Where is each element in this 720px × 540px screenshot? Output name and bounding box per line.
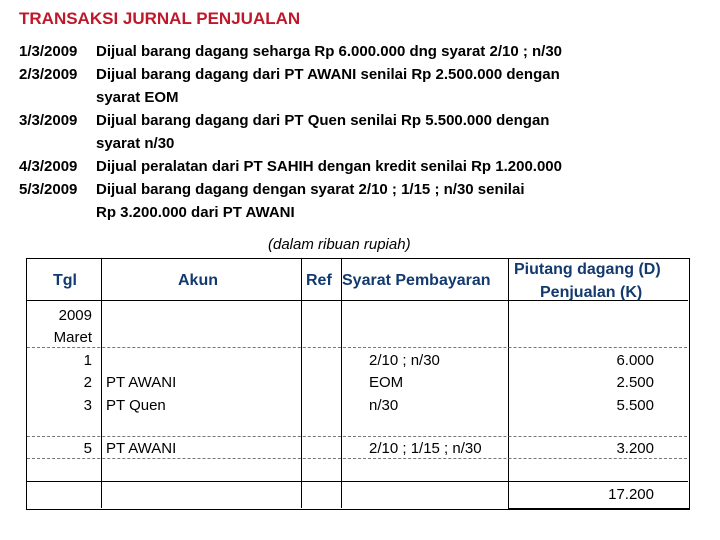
header-piutang: Piutang dagang (D): [514, 261, 661, 278]
header-akun: Akun: [178, 272, 218, 289]
syarat-cell: 2/10 ; n/30: [369, 352, 440, 369]
akun-cell: PT AWANI: [106, 374, 177, 391]
header-syarat: Syarat Pembayaran: [342, 272, 491, 289]
amount-cell: 5.500: [616, 397, 654, 414]
header-ref: Ref: [306, 272, 332, 289]
row-divider: [27, 436, 687, 437]
akun-cell: PT AWANI: [106, 440, 177, 457]
transaction-date: 2/3/2009: [19, 66, 78, 83]
day-cell: 2: [83, 374, 92, 391]
column-divider: [101, 258, 102, 508]
year-cell: 2009: [58, 307, 92, 324]
amount-cell: 3.200: [616, 440, 654, 457]
row-divider: [27, 347, 687, 348]
transaction-text: Dijual barang dagang seharga Rp 6.000.000 dng syarat 2/10 ; n/30: [96, 43, 563, 60]
header-penjualan: Penjualan (K): [540, 284, 643, 301]
row-divider: [27, 458, 687, 459]
transaction-date: 3/3/2009: [19, 112, 78, 129]
transaction-date: 1/3/2009: [19, 43, 78, 60]
syarat-cell: n/30: [369, 397, 399, 414]
transaction-text-cont: syarat n/30: [96, 135, 175, 152]
transaction-text: Dijual barang dagang dengan syarat 2/10 ; 1/15 ; n/30 senilai: [96, 181, 525, 198]
day-cell: 5: [83, 440, 92, 457]
transaction-date: 5/3/2009: [19, 181, 78, 198]
akun-cell: PT Quen: [106, 397, 166, 414]
month-cell: Maret: [53, 329, 92, 346]
page-title: TRANSAKSI JURNAL PENJUALAN: [19, 9, 301, 28]
transaction-text: Dijual barang dagang dari PT Quen senilai Rp 5.500.000 dengan: [96, 112, 550, 129]
transaction-date: 4/3/2009: [19, 158, 78, 175]
transaction-text: Dijual peralatan dari PT SAHIH dengan kredit senilai Rp 1.200.000: [96, 158, 562, 175]
transaction-text-cont: syarat EOM: [96, 89, 179, 106]
unit-note: (dalam ribuan rupiah): [268, 236, 411, 253]
total-amount: 17.200: [608, 486, 654, 503]
transaction-text: Dijual barang dagang dari PT AWANI senilai Rp 2.500.000 dengan: [96, 66, 560, 83]
amount-cell: 6.000: [616, 352, 654, 369]
day-cell: 1: [83, 352, 92, 369]
column-divider: [508, 258, 509, 508]
column-divider: [301, 258, 302, 508]
syarat-cell: EOM: [369, 374, 404, 391]
transaction-text-cont: Rp 3.200.000 dari PT AWANI: [96, 204, 295, 221]
amount-cell: 2.500: [616, 374, 654, 391]
syarat-cell: 2/10 ; 1/15 ; n/30: [369, 440, 482, 457]
column-divider: [341, 258, 342, 508]
day-cell: 3: [83, 397, 92, 414]
header-tgl: Tgl: [53, 272, 77, 289]
